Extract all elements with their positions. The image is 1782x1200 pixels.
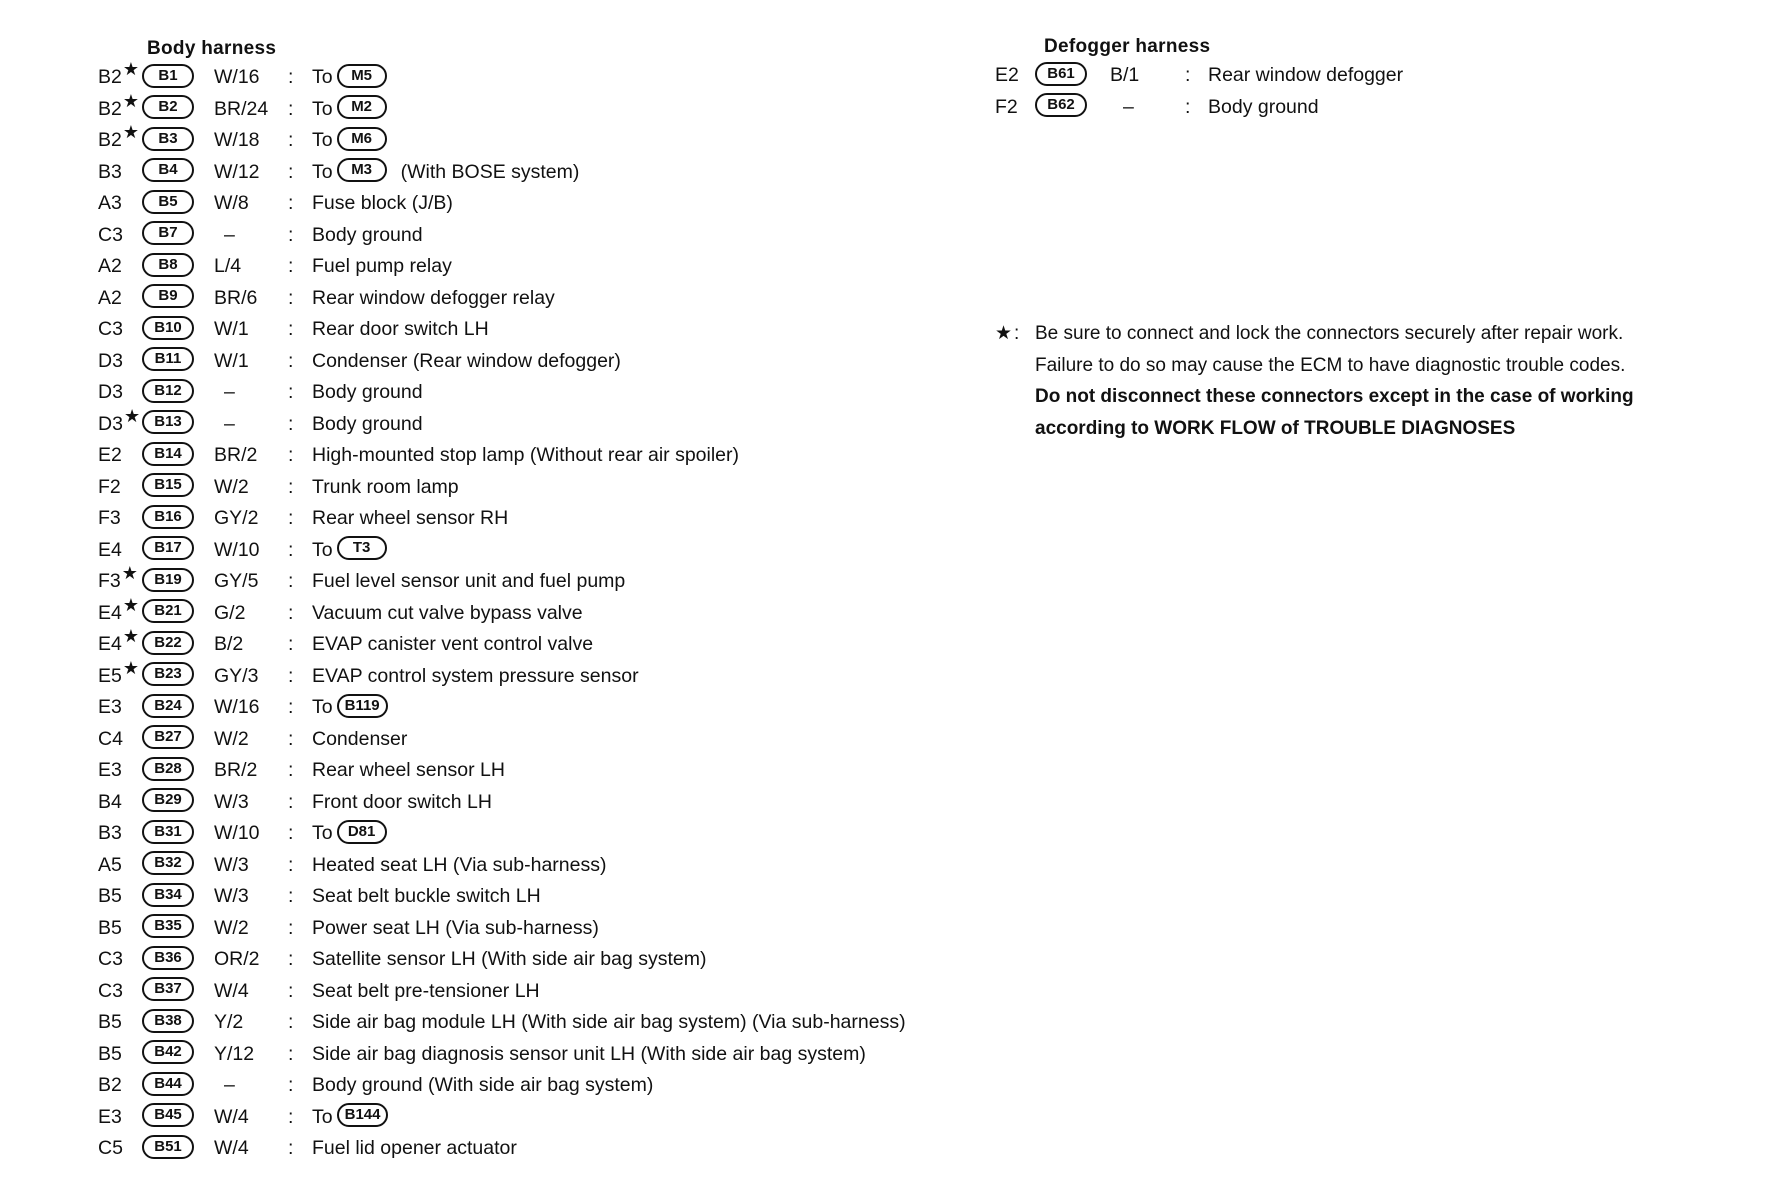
body-harness-row xyxy=(98,657,1058,693)
note-line-1: Be sure to connect and lock the connectors securely after repair work. xyxy=(1035,323,1624,344)
description xyxy=(312,535,387,567)
body-harness-row xyxy=(98,251,1058,283)
grid-ref: D3 xyxy=(98,349,123,372)
grid-ref: C4 xyxy=(98,727,123,750)
description: Vacuum cut valve bypass valve xyxy=(312,601,583,624)
description: Trunk room lamp xyxy=(312,475,459,498)
to-connector-badge: M5 xyxy=(337,64,387,88)
description: Body ground (With side air bag system) xyxy=(312,1074,654,1096)
body-harness-row xyxy=(98,59,1058,94)
connector-badge: B28 xyxy=(142,757,194,781)
star-icon: ★ xyxy=(122,657,139,678)
desc-prefix: To xyxy=(312,97,333,120)
body-harness-row xyxy=(98,944,1058,976)
body-harness-row xyxy=(98,535,1058,567)
description: Rear wheel sensor RH xyxy=(312,507,509,529)
wire-spec: W/2 xyxy=(214,916,249,939)
connector-badge: B38 xyxy=(142,1009,194,1033)
grid-ref: F2 xyxy=(995,95,1018,118)
connector-cell xyxy=(142,409,194,441)
description: Fuel pump relay xyxy=(312,255,452,277)
colon-separator: : xyxy=(288,381,294,403)
connector-cell xyxy=(142,1070,194,1102)
body-harness-row xyxy=(98,314,1058,346)
connector-badge: B9 xyxy=(142,284,194,308)
body-harness-row xyxy=(98,1039,1058,1071)
wire-spec: W/4 xyxy=(214,1137,249,1159)
grid-ref: E5★ xyxy=(98,657,139,687)
connector-warning-note xyxy=(995,318,1755,444)
colon-separator: : xyxy=(288,97,294,120)
wire-spec: GY/5 xyxy=(214,570,259,592)
body-harness-row xyxy=(98,1133,1058,1165)
connector-badge: B7 xyxy=(142,221,194,245)
wire-spec: W/10 xyxy=(214,822,260,844)
grid-ref: C3 xyxy=(98,223,123,246)
wire-spec: OR/2 xyxy=(214,948,260,970)
grid-ref: B2 xyxy=(98,1074,122,1096)
wire-spec: GY/3 xyxy=(214,664,259,687)
connector-badge: B27 xyxy=(142,725,194,749)
connector-cell xyxy=(142,94,194,126)
colon-separator: : xyxy=(288,633,294,655)
colon-separator: : xyxy=(1185,95,1191,118)
body-harness-row xyxy=(98,787,1058,819)
grid-ref: F3★ xyxy=(98,563,138,592)
description: Condenser xyxy=(312,727,408,750)
wire-spec: W/18 xyxy=(214,129,260,151)
star-icon: ★ xyxy=(122,594,139,615)
star-icon: ★ xyxy=(121,563,138,583)
wire-spec: – xyxy=(224,223,235,246)
connector-badge: B16 xyxy=(142,505,194,529)
connector-badge: B29 xyxy=(142,788,194,812)
description: Fuel level sensor unit and fuel pump xyxy=(312,570,626,592)
colon-separator: : xyxy=(288,1074,294,1096)
grid-ref: A3 xyxy=(98,192,122,214)
colon-separator: : xyxy=(288,822,294,844)
connector-cell xyxy=(142,440,194,472)
colon-separator: : xyxy=(1185,64,1191,86)
wire-spec: W/3 xyxy=(214,853,249,876)
description xyxy=(312,94,387,126)
body-harness-row xyxy=(98,724,1058,756)
wire-spec: G/2 xyxy=(214,601,246,624)
description: Condenser (Rear window defogger) xyxy=(312,349,621,372)
defogger-harness-row xyxy=(995,92,1715,124)
connector-cell xyxy=(142,850,194,882)
description: Power seat LH (Via sub-harness) xyxy=(312,916,599,939)
connector-badge: B12 xyxy=(142,379,194,403)
body-harness-row xyxy=(98,818,1058,850)
description: Body ground xyxy=(312,381,423,403)
desc-suffix: (With BOSE system) xyxy=(400,160,580,183)
connector-cell xyxy=(142,1133,194,1165)
grid-ref: C3 xyxy=(98,948,123,970)
to-connector-badge: B144 xyxy=(337,1103,389,1127)
body-harness-row xyxy=(98,1070,1058,1102)
description: Seat belt pre-tensioner LH xyxy=(312,979,540,1002)
colon-separator: : xyxy=(288,129,294,151)
to-connector-badge: M6 xyxy=(337,127,387,151)
description: Seat belt buckle switch LH xyxy=(312,885,541,907)
grid-ref: E2 xyxy=(98,444,122,466)
wire-spec: W/2 xyxy=(214,475,249,498)
connector-cell xyxy=(142,692,194,724)
connector-cell xyxy=(142,944,194,976)
connector-badge: B35 xyxy=(142,914,194,938)
note-bold-line-1: Do not disconnect these connectors except in the case of working xyxy=(1035,386,1634,407)
wire-spec: W/3 xyxy=(214,885,249,907)
connector-cell xyxy=(142,724,194,756)
connector-cell xyxy=(142,220,194,252)
star-icon: ★ xyxy=(123,405,141,426)
colon-separator: : xyxy=(288,1042,294,1065)
body-harness-row xyxy=(98,594,1058,630)
grid-ref: B3 xyxy=(98,160,122,183)
description: Side air bag module LH (With side air bag system) (Via sub-harness) xyxy=(312,1011,906,1033)
body-harness-row xyxy=(98,90,1058,126)
desc-prefix: To xyxy=(312,129,333,151)
colon-separator: : xyxy=(288,349,294,372)
body-harness-row xyxy=(98,692,1058,724)
colon-separator: : xyxy=(288,318,294,340)
description xyxy=(312,125,387,157)
body-harness-row xyxy=(98,283,1058,315)
grid-ref: B4 xyxy=(98,790,122,813)
to-connector-badge: M3 xyxy=(337,158,387,182)
connector-cell xyxy=(142,755,194,787)
connector-cell xyxy=(142,188,194,220)
colon-separator: : xyxy=(288,286,294,309)
colon-separator: : xyxy=(288,759,294,781)
grid-ref: B5 xyxy=(98,916,122,939)
colon-separator: : xyxy=(288,948,294,970)
defogger-harness-title: Defogger harness xyxy=(1044,36,1211,57)
body-harness-list xyxy=(98,59,1058,1165)
grid-ref: D3 xyxy=(98,381,123,403)
description: Rear window defogger relay xyxy=(312,286,555,309)
star-icon: ★ xyxy=(122,626,139,646)
description: Rear door switch LH xyxy=(312,318,489,340)
star-icon: ★ xyxy=(122,90,139,111)
to-connector-badge: B119 xyxy=(337,694,388,718)
desc-prefix: To xyxy=(312,66,333,88)
connector-badge: B4 xyxy=(142,158,194,182)
connector-cell xyxy=(142,377,194,409)
colon-separator: : xyxy=(288,696,294,718)
note-colon: : xyxy=(1014,323,1020,344)
connector-cell xyxy=(142,157,194,189)
grid-ref: D3★ xyxy=(98,405,141,435)
grid-ref: A2 xyxy=(98,255,122,277)
connector-cell xyxy=(142,314,194,346)
colon-separator: : xyxy=(288,885,294,907)
colon-separator: : xyxy=(288,727,294,750)
connector-cell xyxy=(142,1007,194,1039)
wire-spec: W/3 xyxy=(214,790,249,813)
wire-spec: Y/2 xyxy=(214,1011,244,1033)
wire-spec: W/4 xyxy=(214,979,249,1002)
connector-badge: B2 xyxy=(142,95,194,119)
description xyxy=(312,1102,388,1134)
connector-badge: B51 xyxy=(142,1135,194,1159)
connector-badge: B34 xyxy=(142,883,194,907)
colon-separator: : xyxy=(288,444,294,466)
body-harness-row xyxy=(98,913,1058,945)
connector-cell xyxy=(142,535,194,567)
connector-badge: B22 xyxy=(142,631,194,655)
body-harness-row xyxy=(98,122,1058,157)
connector-cell xyxy=(142,787,194,819)
connector-cell xyxy=(142,976,194,1008)
connector-badge: B11 xyxy=(142,347,194,371)
description xyxy=(312,692,388,724)
colon-separator: : xyxy=(288,160,294,183)
grid-ref: E4★ xyxy=(98,594,139,624)
grid-ref: F2 xyxy=(98,475,121,498)
connector-badge: B32 xyxy=(142,851,194,875)
colon-separator: : xyxy=(288,1011,294,1033)
body-harness-row xyxy=(98,503,1058,535)
description xyxy=(312,62,387,94)
description: Fuel lid opener actuator xyxy=(312,1137,517,1159)
wire-spec: B/2 xyxy=(214,633,244,655)
connector-cell xyxy=(142,661,194,693)
connector-cell xyxy=(142,346,194,378)
connector-cell xyxy=(142,503,194,535)
colon-separator: : xyxy=(288,570,294,592)
star-icon: ★ xyxy=(122,122,139,142)
connector-cell xyxy=(142,472,194,504)
connector-cell xyxy=(142,881,194,913)
grid-ref: B5 xyxy=(98,1042,122,1065)
description: Satellite sensor LH (With side air bag system) xyxy=(312,948,707,970)
wire-spec: – xyxy=(224,1074,235,1096)
connector-cell xyxy=(1035,92,1087,124)
connector-badge: B1 xyxy=(142,64,194,88)
wire-spec: BR/2 xyxy=(214,759,258,781)
grid-ref: B2★ xyxy=(98,59,139,88)
connector-badge: B37 xyxy=(142,977,194,1001)
colon-separator: : xyxy=(288,664,294,687)
to-connector-badge: T3 xyxy=(337,536,387,560)
connector-badge: B44 xyxy=(142,1072,194,1096)
body-harness-row xyxy=(98,1102,1058,1134)
star-icon: ★ xyxy=(122,59,139,79)
description: Body ground xyxy=(1208,95,1319,118)
connector-badge: B45 xyxy=(142,1103,194,1127)
body-harness-row xyxy=(98,755,1058,787)
colon-separator: : xyxy=(288,979,294,1002)
wire-spec: W/2 xyxy=(214,727,249,750)
wire-spec: W/16 xyxy=(214,66,260,88)
colon-separator: : xyxy=(288,255,294,277)
wire-spec: W/16 xyxy=(214,696,260,718)
desc-prefix: To xyxy=(312,1105,333,1128)
description: Fuse block (J/B) xyxy=(312,192,453,214)
wire-spec: L/4 xyxy=(214,255,242,277)
connector-badge: B13 xyxy=(142,410,194,434)
colon-separator: : xyxy=(288,66,294,88)
connector-cell xyxy=(142,566,194,598)
description xyxy=(312,818,387,850)
wire-spec: BR/24 xyxy=(214,97,269,120)
desc-prefix: To xyxy=(312,538,333,561)
colon-separator: : xyxy=(288,1137,294,1159)
connector-cell xyxy=(142,283,194,315)
body-harness-title: Body harness xyxy=(147,38,277,59)
colon-separator: : xyxy=(288,507,294,529)
body-harness-row xyxy=(98,850,1058,882)
wire-spec: BR/2 xyxy=(214,444,258,466)
colon-separator: : xyxy=(288,412,294,435)
body-harness-row xyxy=(98,220,1058,252)
connector-cell xyxy=(142,598,194,630)
colon-separator: : xyxy=(288,223,294,246)
description: Body ground xyxy=(312,223,423,246)
grid-ref: B3 xyxy=(98,822,122,844)
colon-separator: : xyxy=(288,853,294,876)
grid-ref: B5 xyxy=(98,885,122,907)
wire-spec: W/1 xyxy=(214,349,249,372)
connector-badge: B24 xyxy=(142,694,194,718)
connector-badge: B31 xyxy=(142,820,194,844)
body-harness-row xyxy=(98,976,1058,1008)
connector-cell xyxy=(1035,60,1087,92)
description: Rear wheel sensor LH xyxy=(312,759,505,781)
description: Side air bag diagnosis sensor unit LH (With side air bag system) xyxy=(312,1042,866,1065)
colon-separator: : xyxy=(288,916,294,939)
grid-ref: A5 xyxy=(98,853,122,876)
grid-ref: E2 xyxy=(995,64,1019,86)
description: EVAP canister vent control valve xyxy=(312,633,594,655)
connector-badge: B61 xyxy=(1035,62,1087,86)
wire-spec: B/1 xyxy=(1110,64,1140,86)
grid-ref: C3 xyxy=(98,979,123,1002)
description: Heated seat LH (Via sub-harness) xyxy=(312,853,607,876)
body-harness-row xyxy=(98,1007,1058,1039)
connector-cell xyxy=(142,125,194,157)
colon-separator: : xyxy=(288,1105,294,1128)
colon-separator: : xyxy=(288,192,294,214)
wire-spec: W/12 xyxy=(214,160,260,183)
grid-ref: E3 xyxy=(98,1105,122,1128)
desc-prefix: To xyxy=(312,822,333,844)
note-star-icon: ★ xyxy=(995,323,1013,344)
body-harness-row xyxy=(98,881,1058,913)
connector-badge: B62 xyxy=(1035,93,1087,117)
grid-ref: B2★ xyxy=(98,122,139,151)
wire-spec: GY/2 xyxy=(214,507,259,529)
connector-badge: B8 xyxy=(142,253,194,277)
grid-ref: E4★ xyxy=(98,626,139,655)
body-harness-row xyxy=(98,157,1058,189)
grid-ref: E3 xyxy=(98,696,122,718)
description xyxy=(312,157,579,189)
connector-badge: B17 xyxy=(142,536,194,560)
connector-badge: B3 xyxy=(142,127,194,151)
connector-cell xyxy=(142,1039,194,1071)
body-harness-row xyxy=(98,440,1058,472)
connector-badge: B14 xyxy=(142,442,194,466)
wire-spec: – xyxy=(224,412,235,435)
description: Rear window defogger xyxy=(1208,64,1404,86)
grid-ref: B2★ xyxy=(98,90,139,120)
body-harness-row xyxy=(98,472,1058,504)
body-harness-row xyxy=(98,346,1058,378)
grid-ref: E4 xyxy=(98,538,122,561)
body-harness-row xyxy=(98,377,1058,409)
wire-spec: – xyxy=(1123,95,1134,118)
wire-spec: W/10 xyxy=(214,538,260,561)
connector-badge: B15 xyxy=(142,473,194,497)
colon-separator: : xyxy=(288,475,294,498)
connector-badge: B23 xyxy=(142,662,194,686)
colon-separator: : xyxy=(288,601,294,624)
colon-separator: : xyxy=(288,790,294,813)
note-bold-line-2: according to WORK FLOW of TROUBLE DIAGNOSES xyxy=(1035,417,1516,439)
connector-badge: B42 xyxy=(142,1040,194,1064)
colon-separator: : xyxy=(288,538,294,561)
body-harness-row xyxy=(98,626,1058,661)
wire-spec: W/4 xyxy=(214,1105,249,1128)
description: Body ground xyxy=(312,412,423,435)
wire-spec: W/1 xyxy=(214,318,249,340)
grid-ref: C3 xyxy=(98,318,123,340)
body-harness-row xyxy=(98,405,1058,441)
grid-ref: A2 xyxy=(98,286,122,309)
desc-prefix: To xyxy=(312,696,333,718)
connector-cell xyxy=(142,1102,194,1134)
grid-ref: E3 xyxy=(98,759,122,781)
connector-cell xyxy=(142,818,194,850)
connector-cell xyxy=(142,62,194,94)
body-harness-row xyxy=(98,563,1058,598)
description: EVAP control system pressure sensor xyxy=(312,664,639,687)
connector-badge: B36 xyxy=(142,946,194,970)
grid-ref: F3 xyxy=(98,507,121,529)
connector-cell xyxy=(142,629,194,661)
wire-spec: W/8 xyxy=(214,192,249,214)
body-harness-row xyxy=(98,188,1058,220)
grid-ref: B5 xyxy=(98,1011,122,1033)
defogger-harness-list xyxy=(995,60,1715,123)
note-line-2: Failure to do so may cause the ECM to have diagnostic trouble codes. xyxy=(1035,354,1626,376)
description: High-mounted stop lamp (Without rear air spoiler) xyxy=(312,444,740,466)
grid-ref: C5 xyxy=(98,1137,123,1159)
connector-cell xyxy=(142,913,194,945)
to-connector-badge: D81 xyxy=(337,820,387,844)
desc-prefix: To xyxy=(312,160,333,183)
connector-badge: B21 xyxy=(142,599,194,623)
to-connector-badge: M2 xyxy=(337,95,387,119)
connector-cell xyxy=(142,251,194,283)
wire-spec: BR/6 xyxy=(214,286,258,309)
wire-spec: Y/12 xyxy=(214,1042,255,1065)
connector-badge: B5 xyxy=(142,190,194,214)
defogger-harness-row xyxy=(995,60,1715,92)
wire-spec: – xyxy=(224,381,235,403)
description: Front door switch LH xyxy=(312,790,492,813)
connector-badge: B19 xyxy=(142,568,194,592)
connector-badge: B10 xyxy=(142,316,194,340)
